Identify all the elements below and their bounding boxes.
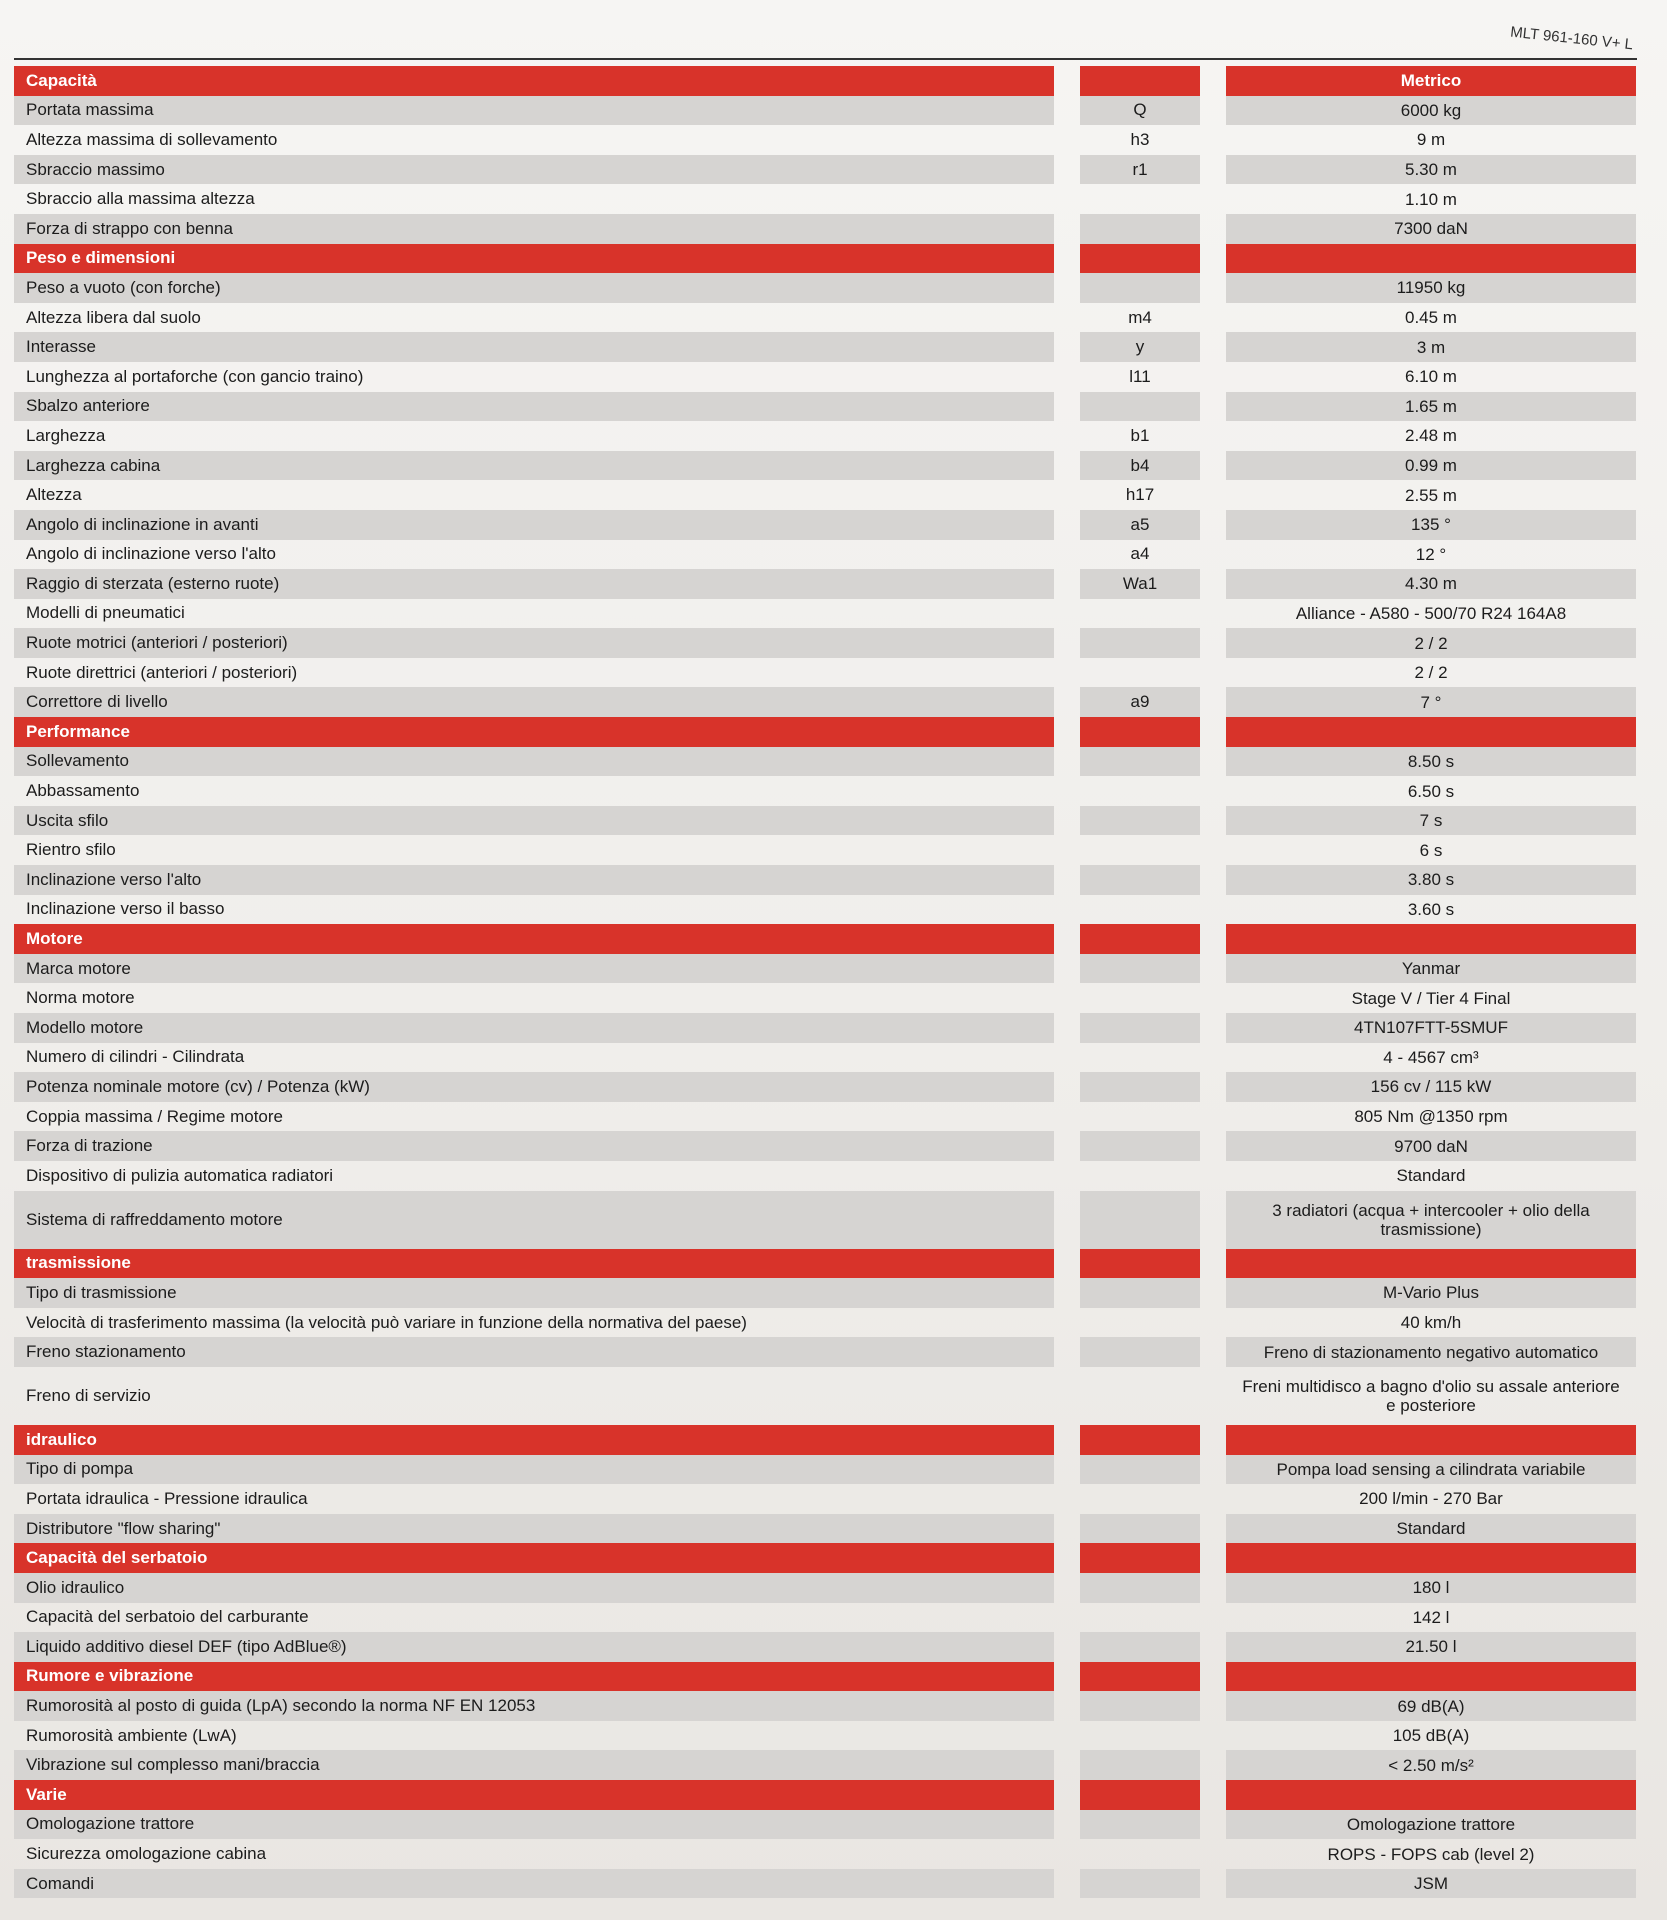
row-label: Olio idraulico [14,1573,1054,1603]
row-label: Inclinazione verso il basso [26,899,225,919]
table-row [14,1869,1636,1899]
row-label: Sistema di raffreddamento motore [14,1191,1054,1249]
table-row [14,510,1636,540]
table-row [14,214,1636,244]
row-value: 3.80 s [1226,865,1636,895]
table-row [14,1161,1636,1191]
row-value: 21.50 l [1226,1632,1636,1662]
row-symbol [1080,1367,1200,1425]
section-symbol-cell [1080,1543,1200,1573]
row-symbol [1080,1337,1200,1367]
section-symbol-cell [1080,244,1200,274]
row-label: Lunghezza al portaforche (con gancio traino) [26,366,364,386]
row-label: Inclinazione verso l'alto [14,865,1054,895]
table-row [14,1750,1636,1780]
table-row [14,1102,1636,1132]
table-row [14,1013,1636,1043]
table-row [14,1455,1636,1485]
table-row [14,687,1636,717]
row-label: Marca motore [14,954,1054,984]
row-value: Alliance - A580 - 500/70 R24 164A8 [1295,603,1567,623]
row-value: 6000 kg [1226,96,1636,126]
row-value: 2.48 m [1405,426,1457,446]
row-label: Dispositivo di pulizia automatica radiatori [26,1165,334,1185]
row-label: Altezza [26,485,82,505]
row-symbol: a5 [1080,510,1200,540]
section-symbol-cell [1080,1425,1200,1455]
section-value-cell [1226,717,1636,747]
row-label: Angolo di inclinazione in avanti [14,510,1054,540]
row-label: Modelli di pneumatici [26,603,185,623]
row-value: 7300 daN [1226,214,1636,244]
table-row [14,1308,1636,1338]
row-label: Distributore "flow sharing" [14,1514,1054,1544]
section-value-cell [1226,924,1636,954]
section-symbol-cell [1080,1780,1200,1810]
column-header: Metrico [1226,66,1636,96]
row-value: 40 km/h [1400,1313,1462,1333]
row-value: JSM [1226,1869,1636,1899]
table-row [14,835,1636,865]
table-row [14,273,1636,303]
row-label: Altezza massima di sollevamento [26,129,278,149]
row-label: Peso a vuoto (con forche) [14,273,1054,303]
row-label: Norma motore [26,988,135,1008]
row-value: 805 Nm @1350 rpm [1354,1107,1508,1127]
section-value-cell [1226,1662,1636,1692]
row-label: Rientro sfilo [26,840,116,860]
row-symbol [1080,1043,1200,1073]
row-value: 142 l [1412,1607,1450,1627]
row-symbol [1080,658,1200,688]
row-label: Freno di servizio [26,1385,151,1405]
section-symbol-cell [1080,1662,1200,1692]
row-value: Freno di stazionamento negativo automatico [1226,1337,1636,1367]
row-symbol [1080,1603,1200,1633]
row-label: Sicurezza omologazione cabina [26,1844,267,1864]
row-value: 180 l [1226,1573,1636,1603]
table-row [14,540,1636,570]
section-title: Motore [14,924,1054,954]
table-row [14,1514,1636,1544]
row-label: Tipo di pompa [14,1455,1054,1485]
row-label: Comandi [14,1869,1054,1899]
top-rule [14,58,1637,60]
row-symbol [1080,1072,1200,1102]
table-row [14,954,1636,984]
row-label: Ruote direttrici (anteriori / posteriori) [26,662,298,682]
row-value: Pompa load sensing a cilindrata variabile [1226,1455,1636,1485]
table-row [14,865,1636,895]
row-value: 1.10 m [1405,189,1457,209]
row-symbol: r1 [1080,155,1200,185]
table-row [14,1072,1636,1102]
row-symbol [1080,184,1200,214]
table-row [14,362,1636,392]
section-symbol-cell [1080,717,1200,747]
section-header [14,1543,1636,1573]
section-title: Peso e dimensioni [14,244,1054,274]
row-symbol [1080,1632,1200,1662]
table-row [14,96,1636,126]
row-label: Forza di trazione [14,1131,1054,1161]
row-symbol [1080,1013,1200,1043]
row-value: Freni multidisco a bagno d'olio su assale anteriore e posteriore [1242,1376,1620,1415]
row-label: Uscita sfilo [14,806,1054,836]
row-value: 135 ° [1226,510,1636,540]
row-symbol [1080,1514,1200,1544]
row-value: 0.99 m [1226,451,1636,481]
row-label: Vibrazione sul complesso mani/braccia [14,1750,1054,1780]
row-symbol [1080,1869,1200,1899]
row-value: 7 ° [1226,687,1636,717]
row-value: Standard [1226,1514,1636,1544]
section-header [14,66,1636,96]
row-symbol [1080,983,1200,1013]
table-row [14,184,1636,214]
row-value: 9700 daN [1226,1131,1636,1161]
table-row [14,303,1636,333]
row-label: Abbassamento [26,781,140,801]
model-tag: MLT 961-160 V+ L [1509,23,1634,54]
row-symbol: m4 [1128,307,1152,327]
section-title: trasmissione [14,1249,1054,1279]
row-value: 4TN107FTT-5SMUF [1226,1013,1636,1043]
row-symbol [1080,1278,1200,1308]
table-row [14,1484,1636,1514]
row-value: 7 s [1226,806,1636,836]
section-header [14,244,1636,274]
row-label: Sollevamento [14,747,1054,777]
row-label: Rumorosità ambiente (LwA) [26,1725,237,1745]
row-symbol [1080,1810,1200,1840]
row-label: Raggio di sterzata (esterno ruote) [14,569,1054,599]
row-label: Modello motore [14,1013,1054,1043]
row-symbol [1080,895,1200,925]
row-symbol [1080,1161,1200,1191]
table-row [14,1043,1636,1073]
row-label: Capacità del serbatoio del carburante [26,1607,309,1627]
row-symbol [1080,1691,1200,1721]
row-symbol [1080,1308,1200,1338]
section-value-cell [1226,1543,1636,1573]
row-label: Forza di strappo con benna [14,214,1054,244]
row-value: 2 / 2 [1226,628,1636,658]
section-value-cell [1226,1780,1636,1810]
row-label: Rumorosità al posto di guida (LpA) secondo la norma NF EN 12053 [14,1691,1054,1721]
section-header [14,1425,1636,1455]
row-label: Liquido additivo diesel DEF (tipo AdBlue®) [14,1632,1054,1662]
section-header [14,1780,1636,1810]
row-symbol: b4 [1080,451,1200,481]
row-value: ROPS - FOPS cab (level 2) [1327,1844,1535,1864]
table-row [14,1632,1636,1662]
row-value: M-Vario Plus [1226,1278,1636,1308]
table-row [14,1278,1636,1308]
row-label: Sbalzo anteriore [14,392,1054,422]
row-value: 6 s [1419,840,1443,860]
row-value: 105 dB(A) [1392,1726,1470,1746]
table-row [14,895,1636,925]
table-row [14,599,1636,629]
row-symbol: h3 [1130,129,1150,149]
row-symbol: y [1080,332,1200,362]
row-label: Velocità di trasferimento massima (la velocità può variare in funzione della normativa del paese) [26,1312,747,1332]
table-row [14,1839,1636,1869]
row-value: Stage V / Tier 4 Final [1351,988,1511,1008]
table-row [14,1691,1636,1721]
row-symbol: a9 [1080,687,1200,717]
row-value: < 2.50 m/s² [1226,1750,1636,1780]
row-label: Coppia massima / Regime motore [26,1106,283,1126]
row-label: Sbraccio alla massima altezza [26,189,255,209]
table-row [14,1367,1636,1425]
section-title: idraulico [14,1425,1054,1455]
table-row [14,1603,1636,1633]
section-symbol-cell [1080,924,1200,954]
section-header [14,717,1636,747]
row-value: Yanmar [1226,954,1636,984]
table-row [14,983,1636,1013]
table-row [14,480,1636,510]
section-title: Capacità [14,66,1054,96]
table-row [14,1573,1636,1603]
table-row [14,776,1636,806]
row-value: 4.30 m [1226,569,1636,599]
row-value: 0.45 m [1405,308,1457,328]
row-value: 1.65 m [1226,392,1636,422]
row-label: Larghezza cabina [14,451,1054,481]
row-label: Interasse [14,332,1054,362]
section-value-cell [1226,1425,1636,1455]
table-row [14,332,1636,362]
table-row [14,1191,1636,1249]
row-symbol: l11 [1129,366,1151,386]
row-symbol [1080,835,1200,865]
table-row [14,451,1636,481]
table-row [14,155,1636,185]
row-symbol [1080,273,1200,303]
table-row [14,806,1636,836]
section-symbol-cell [1080,66,1200,96]
section-title: Performance [14,717,1054,747]
row-symbol [1080,214,1200,244]
row-label: Sbraccio massimo [14,155,1054,185]
section-symbol-cell [1080,1249,1200,1279]
table-row [14,392,1636,422]
row-value: 12 ° [1415,544,1447,564]
row-label: Portata idraulica - Pressione idraulica [26,1488,308,1508]
row-value: 2 / 2 [1414,663,1448,683]
table-row [14,421,1636,451]
row-label: Angolo di inclinazione verso l'alto [26,544,276,564]
row-symbol [1080,865,1200,895]
row-symbol [1080,599,1200,629]
section-title: Rumore e vibrazione [14,1662,1054,1692]
row-symbol [1080,1484,1200,1514]
section-title: Varie [14,1780,1054,1810]
row-symbol: Wa1 [1080,569,1200,599]
row-symbol [1080,1102,1200,1132]
row-value: 11950 kg [1226,273,1636,303]
row-symbol [1080,1750,1200,1780]
row-value: 8.50 s [1226,747,1636,777]
row-value: 3 radiatori (acqua + intercooler + olio della trasmissione) [1226,1191,1636,1249]
row-symbol [1080,806,1200,836]
row-label: Omologazione trattore [14,1810,1054,1840]
row-symbol [1080,954,1200,984]
section-value-cell [1226,1249,1636,1279]
row-value: 5.30 m [1226,155,1636,185]
row-value: 2.55 m [1405,485,1457,505]
row-label: Potenza nominale motore (cv) / Potenza (kW) [14,1072,1054,1102]
row-value: Standard [1396,1166,1466,1186]
section-header [14,924,1636,954]
table-row [14,569,1636,599]
table-row [14,1721,1636,1751]
row-symbol [1080,392,1200,422]
row-label: Numero di cilindri - Cilindrata [26,1047,245,1067]
row-symbol: h17 [1125,485,1155,505]
section-title: Capacità del serbatoio [14,1543,1054,1573]
row-value: 69 dB(A) [1226,1691,1636,1721]
row-symbol [1080,1573,1200,1603]
row-symbol [1080,1721,1200,1751]
row-value: 4 - 4567 cm³ [1383,1047,1479,1067]
section-value-cell [1226,244,1636,274]
row-value: 3 m [1226,332,1636,362]
row-label: Larghezza [26,425,106,445]
row-value: 9 m [1416,130,1446,150]
row-label: Freno stazionamento [14,1337,1054,1367]
row-value: 6.50 s [1407,781,1455,801]
table-row [14,658,1636,688]
row-value: Omologazione trattore [1226,1810,1636,1840]
row-symbol: b1 [1130,425,1150,445]
row-label: Tipo di trasmissione [14,1278,1054,1308]
table-row [14,1337,1636,1367]
section-header [14,1249,1636,1279]
row-label: Correttore di livello [14,687,1054,717]
row-symbol [1080,1131,1200,1161]
row-value: 6.10 m [1405,367,1457,387]
row-value: 156 cv / 115 kW [1226,1072,1636,1102]
row-label: Portata massima [14,96,1054,126]
row-value: 200 l/min - 270 Bar [1359,1489,1503,1509]
row-symbol [1080,776,1200,806]
table-row [14,1131,1636,1161]
row-symbol [1080,1839,1200,1869]
row-symbol: Q [1080,96,1200,126]
row-label: Ruote motrici (anteriori / posteriori) [14,628,1054,658]
row-symbol: a4 [1130,544,1150,564]
row-symbol [1080,1455,1200,1485]
row-label: Altezza libera dal suolo [26,307,201,327]
table-row [14,628,1636,658]
row-symbol [1080,1191,1200,1249]
table-row [14,1810,1636,1840]
row-value: 3.60 s [1407,899,1455,919]
row-symbol [1080,747,1200,777]
section-header [14,1662,1636,1692]
row-symbol [1080,628,1200,658]
table-row [14,125,1636,155]
spec-table [14,66,1636,1898]
table-row [14,747,1636,777]
